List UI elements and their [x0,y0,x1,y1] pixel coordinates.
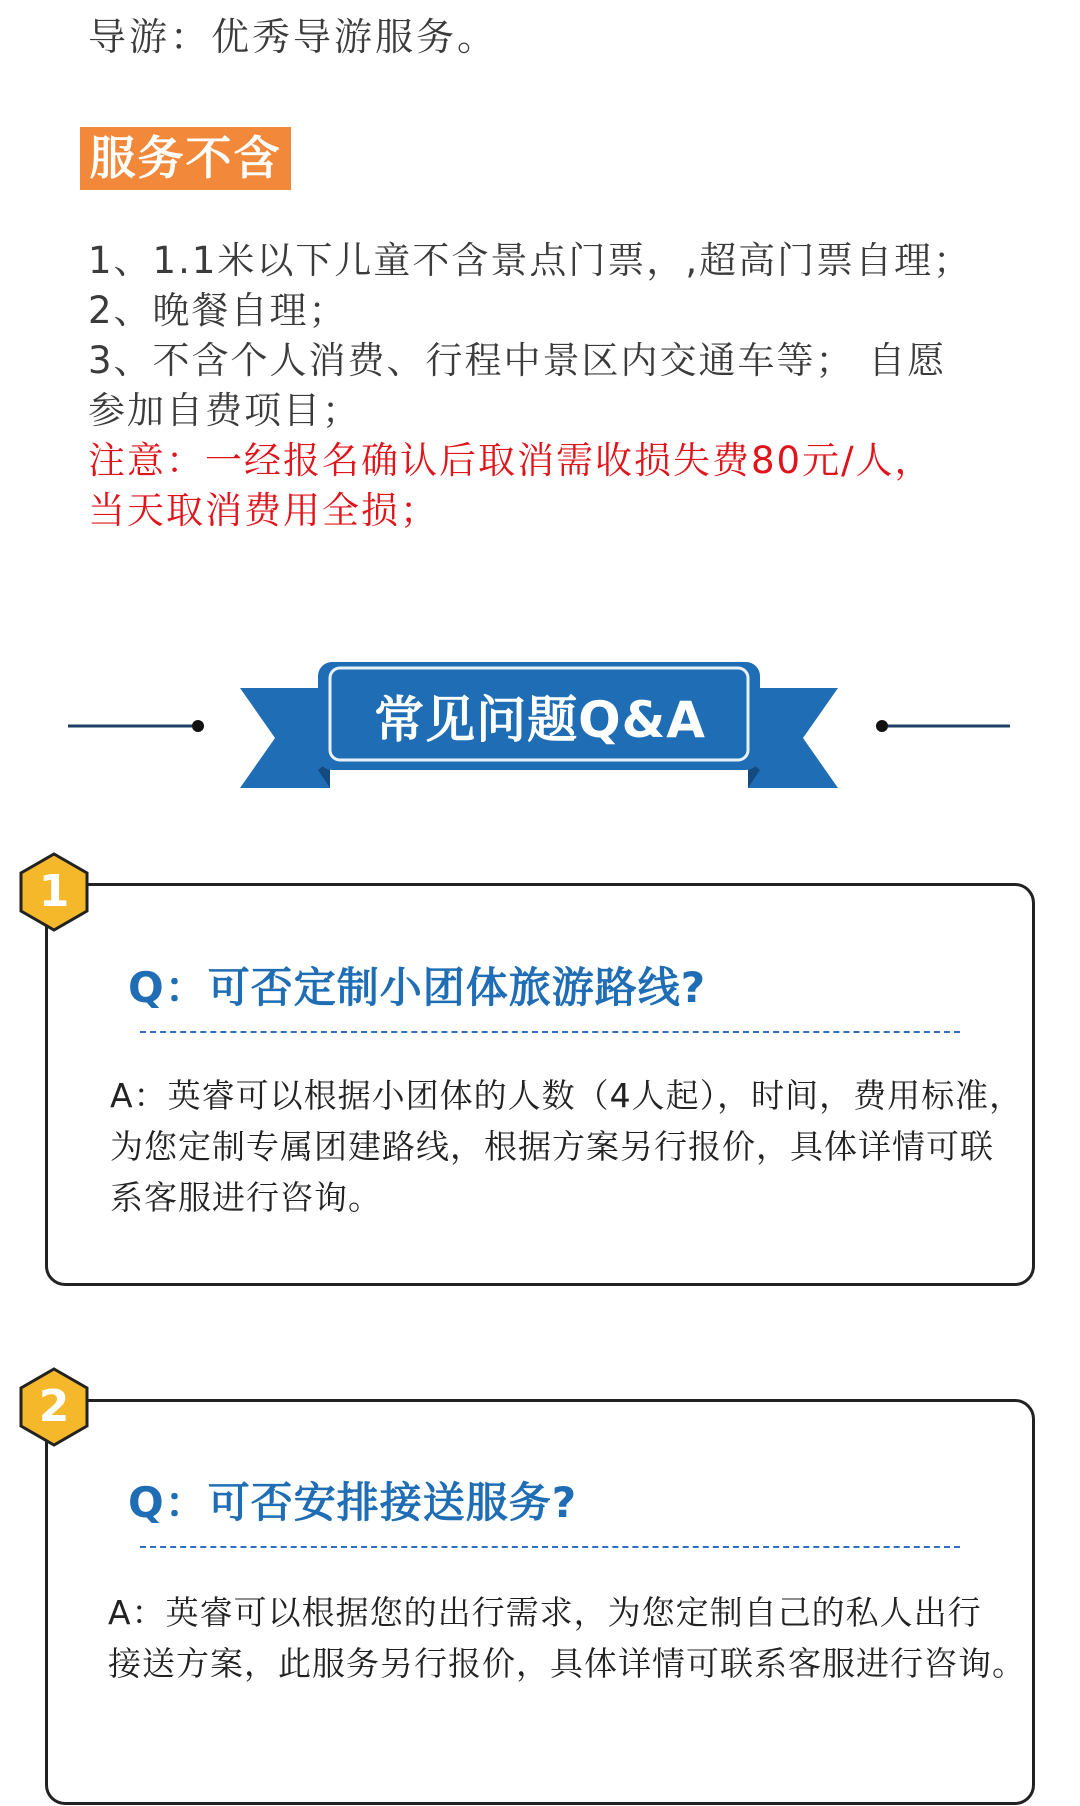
banner-right-tail [748,688,838,788]
cancellation-notice: 注意：一经报名确认后取消需收损失费80元/人， [88,439,934,482]
dashed-divider [140,1031,960,1033]
dashed-divider [140,1546,960,1548]
faq-answer [110,1070,1024,1223]
service-excluded-title: 服务不含 [89,131,282,185]
faq-title: 常见问题Q&A [374,691,706,749]
excluded-terms-list [88,236,1018,536]
term-item: 参加自费项目； [88,389,361,432]
faq-answer [108,1587,1026,1689]
banner-right-dot [876,720,888,732]
answer-line: A：英睿可以根据小团体的人数（4人起），时间，费用标准， [110,1076,1024,1115]
term-item: 3、不含个人消费、行程中景区内交通车等； 自愿 [88,339,947,382]
answer-line: A：英睿可以根据您的出行需求，为您定制自己的私人出行 [108,1593,982,1632]
faq-question: Q：可否定制小团体旅游路线? [128,963,707,1012]
faq-number: 1 [38,866,70,917]
term-item: 1、1.1米以下儿童不含景点门票，,超高门票自理； [88,239,973,282]
guide-service-text: 导游：优秀导游服务。 [88,15,499,59]
service-excluded-tag [80,127,291,190]
answer-line: 系客服进行咨询。 [110,1178,382,1217]
term-item: 2、晚餐自理； [88,289,348,332]
banner-left-tail [240,688,330,788]
answer-line: 为您定制专属团建路线，根据方案另行报价，具体详情可联 [110,1127,994,1166]
answer-line: 接送方案，此服务另行报价，具体详情可联系客服进行咨询。 [108,1644,1026,1683]
banner-left-dot [192,720,204,732]
cancellation-notice: 当天取消费用全损； [88,489,439,532]
faq-number: 2 [38,1381,70,1432]
faq-question: Q：可否安排接送服务? [128,1478,578,1527]
